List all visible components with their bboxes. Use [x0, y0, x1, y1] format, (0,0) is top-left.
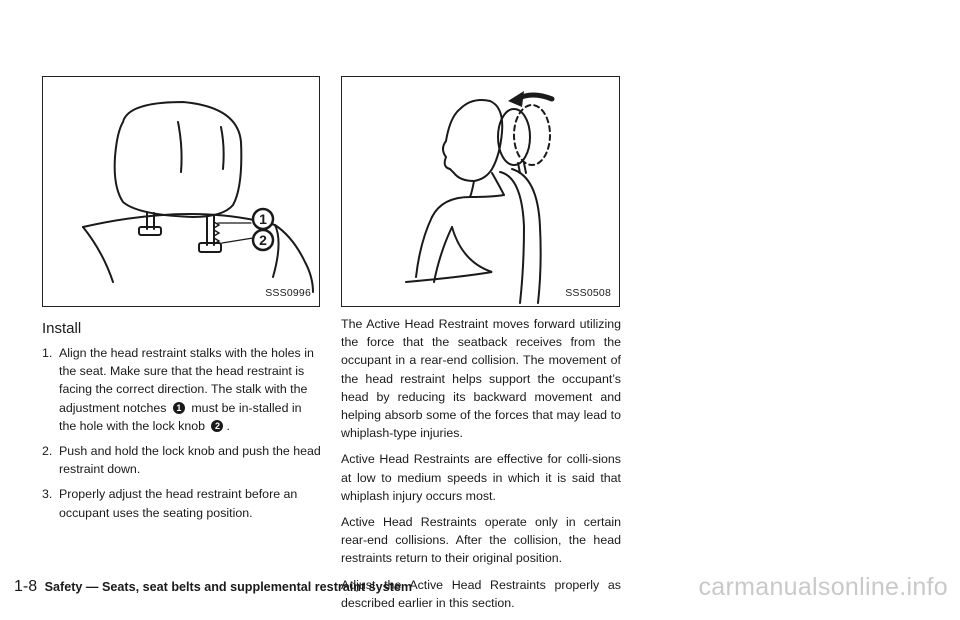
step-text: Properly adjust the head restraint before an occupant uses the seating position. [59, 487, 298, 520]
list-item [42, 442, 322, 478]
callout-1-icon [253, 209, 273, 229]
svg-text:1: 1 [259, 211, 267, 227]
occupant-illustration [342, 77, 621, 308]
step-number: 2. [42, 444, 53, 459]
active-head-restraint-figure [341, 76, 620, 307]
step-text: must be in-stalled in the hole with the lock knob [59, 400, 302, 433]
paragraph: Active Head Restraints are effective for colli-sions at low to medium speeds in which it is said that whiplash injury occurs most. [341, 452, 621, 503]
figure-code: SSS0508 [565, 287, 611, 299]
head-restraint-install-figure [42, 76, 320, 307]
figure-code: SSS0996 [265, 287, 311, 299]
step-number: 3. [42, 487, 53, 502]
active-head-restraint-text [341, 315, 621, 620]
install-heading: Install [42, 320, 82, 337]
callout-1-icon: 1 [173, 402, 185, 414]
install-steps [42, 344, 322, 529]
paragraph: Active Head Restraints operate only in certain rear-end collisions. After the collision, the head restraints return to their original position. [341, 515, 621, 566]
page-footer [14, 578, 412, 596]
paragraph: The Active Head Restraint moves forward utilizing the force that the seatback receives from the occupant in a rear-end collision. The movement of the head restraint helps support the occupant’s head by reducing its backward movement and helping absorb some of the forces that may lead to whiplash-type injuries. [341, 317, 621, 441]
section-title: Safety — Seats, seat belts and supplemental restraint system [44, 580, 413, 594]
page-number: 1-8 [14, 578, 38, 595]
list-item [42, 344, 322, 435]
svg-text:2: 2 [259, 232, 267, 248]
step-number: 1. [42, 346, 53, 360]
head-restraint-illustration [43, 77, 321, 308]
callout-2-icon: 2 [211, 420, 223, 432]
step-text: . [226, 418, 230, 433]
callout-2-icon [253, 230, 273, 250]
watermark: carmanualsonline.info [698, 573, 948, 601]
step-text: Align the head restraint stalks with the holes in the seat. Make sure that the head restraint is facing the correct direction. The stalk with the adjustment notches [59, 346, 314, 415]
step-text: Push and hold the lock knob and push the head restraint down. [59, 444, 321, 477]
list-item [42, 485, 322, 521]
paragraph: Adjust the Active Head Restraints properly as described earlier in this section. [341, 577, 621, 610]
